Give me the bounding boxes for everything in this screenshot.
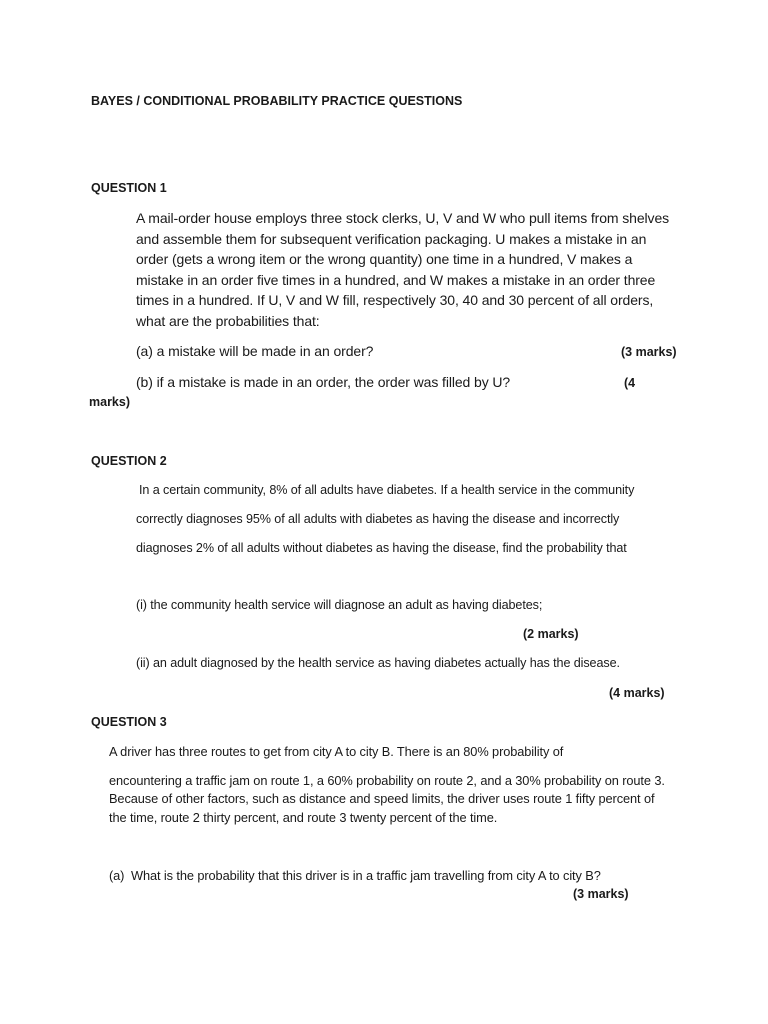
document-title: BAYES / CONDITIONAL PROBABILITY PRACTICE QUESTIONS xyxy=(91,94,463,108)
question-1-line-3: order (gets a wrong item or the wrong quantity) one time in a hundred, V makes a xyxy=(136,251,633,267)
question-3-heading: QUESTION 3 xyxy=(91,715,167,729)
question-1-part-b-marks-end: marks) xyxy=(89,395,130,409)
question-2-part-i-marks: (2 marks) xyxy=(523,627,579,641)
question-1-part-a-marks: (3 marks) xyxy=(621,345,677,359)
question-2-line-2: correctly diagnoses 95% of all adults with diabetes as having the disease and incorrectly xyxy=(136,512,620,526)
question-2-heading: QUESTION 2 xyxy=(91,454,167,468)
question-3-part-a-label: (a) xyxy=(109,868,125,883)
question-3-line-4: the time, route 2 thirty percent, and route 3 twenty percent of the time. xyxy=(109,810,498,825)
question-1-part-a: (a) a mistake will be made in an order? xyxy=(136,343,374,359)
question-2-part-ii-marks: (4 marks) xyxy=(609,686,665,700)
question-2-line-1: In a certain community, 8% of all adults have diabetes. If a health service in the community xyxy=(139,483,635,497)
question-1-line-2: and assemble them for subsequent verification packaging. U makes a mistake in an xyxy=(136,231,647,247)
question-3-part-a-marks: (3 marks) xyxy=(573,887,629,901)
question-1-line-5: times in a hundred. If U, V and W fill, respectively 30, 40 and 30 percent of all orders, xyxy=(136,292,654,308)
question-3-line-1: A driver has three routes to get from city A to city B. There is an 80% probability of xyxy=(109,744,564,759)
question-3-line-3: Because of other factors, such as distance and speed limits, the driver uses route 1 fifty percent of xyxy=(109,791,655,806)
question-1-line-6: what are the probabilities that: xyxy=(136,313,320,329)
question-1-heading: QUESTION 1 xyxy=(91,181,167,195)
question-2-part-ii: (ii) an adult diagnosed by the health service as having diabetes actually has the disease. xyxy=(136,656,620,670)
question-3-part-a: What is the probability that this driver is in a traffic jam travelling from city A to city B? xyxy=(131,868,601,883)
question-2-line-3: diagnoses 2% of all adults without diabetes as having the disease, find the probability that xyxy=(136,541,627,555)
question-1-line-1: A mail-order house employs three stock clerks, U, V and W who pull items from shelves xyxy=(136,210,670,226)
question-3-line-2: encountering a traffic jam on route 1, a 60% probability on route 2, and a 30% probability on route 3. xyxy=(109,773,665,788)
question-1-line-4: mistake in an order five times in a hundred, and W makes a mistake in an order three xyxy=(136,272,656,288)
question-2-part-i: (i) the community health service will diagnose an adult as having diabetes; xyxy=(136,598,543,612)
question-1-part-b-marks-start: (4 xyxy=(624,376,636,390)
question-1-part-b: (b) if a mistake is made in an order, the order was filled by U? xyxy=(136,374,511,390)
